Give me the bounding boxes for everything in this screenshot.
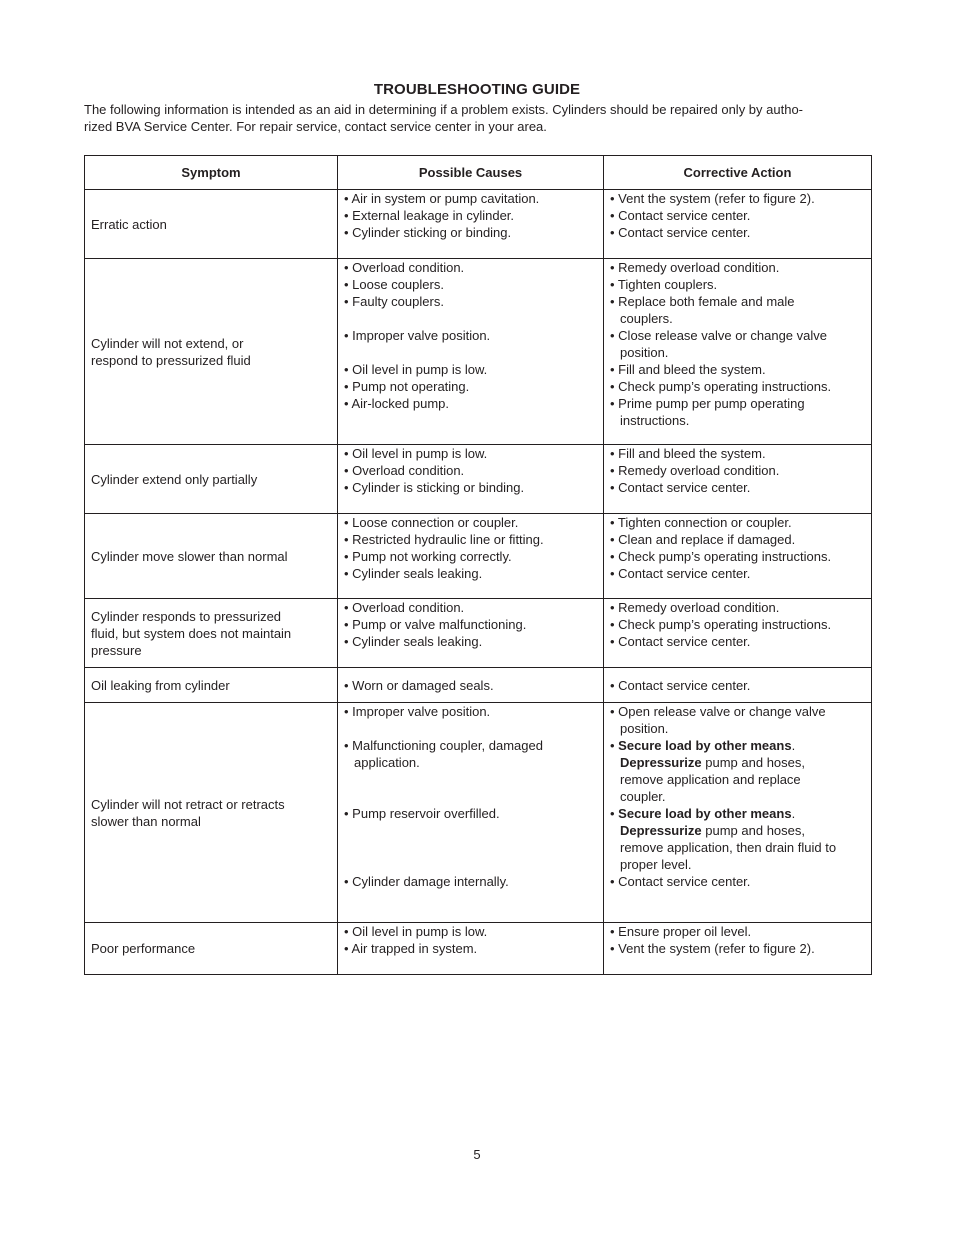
symptom-text: Cylinder move slower than normal	[91, 548, 288, 564]
symptom-text: Cylinder will not retract or retracts	[91, 796, 285, 812]
symptom-cell	[85, 445, 338, 514]
cause-item: • External leakage in cylinder.	[344, 208, 515, 223]
cause-item-continued: application.	[354, 755, 420, 770]
symptom-cell	[85, 599, 338, 668]
cause-item: • Worn or damaged seals.	[344, 677, 494, 693]
actions-cell	[604, 259, 872, 445]
action-item: • Contact service center.	[610, 208, 751, 223]
causes-cell	[338, 445, 604, 514]
causes-cell	[338, 923, 604, 975]
cause-item: • Faulty couplers.	[344, 294, 444, 309]
actions-cell	[604, 668, 872, 703]
action-item-continued: Depressurize pump and hoses,	[620, 755, 806, 770]
warning-text: Secure load by other means	[618, 738, 792, 753]
action-item: • Open release valve or change valve	[610, 704, 826, 719]
symptom-text: Cylinder responds to pressurized	[91, 608, 282, 624]
action-item: • Clean and replace if damaged.	[610, 532, 796, 547]
cause-item: • Overload condition.	[344, 600, 465, 615]
table-row	[85, 514, 872, 599]
symptom-text: Cylinder will not extend, or	[91, 335, 244, 351]
intro-paragraph	[84, 101, 874, 135]
symptom-text: pressure	[91, 642, 142, 658]
action-item: • Contact service center.	[610, 480, 751, 495]
action-item-continued: instructions.	[620, 413, 690, 428]
action-item: • Vent the system (refer to figure 2).	[610, 191, 815, 206]
action-item-continued: couplers.	[620, 311, 673, 326]
header-corrective-action: Corrective Action	[604, 156, 872, 190]
action-item: • Replace both female and male	[610, 294, 795, 309]
action-item: • Tighten connection or coupler.	[610, 515, 792, 530]
symptom-cell	[85, 190, 338, 259]
table-row	[85, 923, 872, 975]
action-item-continued: Depressurize pump and hoses,	[620, 823, 806, 838]
cause-item: • Pump not working correctly.	[344, 549, 512, 564]
action-item: • Check pump’s operating instructions.	[610, 617, 832, 632]
table-header-row	[85, 156, 872, 190]
warning-text: Secure load by other means	[618, 806, 792, 821]
table-row	[85, 599, 872, 668]
symptom-text: slower than normal	[91, 813, 201, 829]
cause-item: • Oil level in pump is low.	[344, 924, 488, 939]
cause-item: • Cylinder is sticking or binding.	[344, 480, 525, 495]
cause-item: • Restricted hydraulic line or fitting.	[344, 532, 544, 547]
cause-item: • Oil level in pump is low.	[344, 362, 488, 377]
table-row	[85, 703, 872, 923]
cause-item: • Cylinder seals leaking.	[344, 566, 483, 581]
cause-item: • Cylinder sticking or binding.	[344, 225, 512, 240]
cause-item: • Cylinder damage internally.	[344, 874, 509, 889]
causes-cell	[338, 703, 604, 923]
symptom-text: Oil leaking from cylinder	[91, 677, 230, 693]
warning-text: Depressurize	[620, 755, 702, 770]
action-item: • Fill and bleed the system.	[610, 362, 766, 377]
action-item: • Check pump’s operating instructions.	[610, 549, 832, 564]
warning-text: Depressurize	[620, 823, 702, 838]
intro-line: The following information is intended as an aid in determining if a problem exists. Cylinders should be repaired only by autho-	[84, 102, 804, 117]
action-item: • Contact service center.	[610, 225, 751, 240]
cause-item: • Oil level in pump is low.	[344, 446, 488, 461]
action-item-continued: position.	[620, 721, 669, 736]
action-item: • Remedy overload condition.	[610, 600, 780, 615]
actions-cell	[604, 703, 872, 923]
symptom-cell	[85, 514, 338, 599]
action-item-continued: coupler.	[620, 789, 666, 804]
table-row	[85, 190, 872, 259]
cause-item: • Loose couplers.	[344, 277, 444, 292]
action-item-continued: proper level.	[620, 857, 692, 872]
action-item: • Contact service center.	[610, 634, 751, 649]
causes-cell	[338, 190, 604, 259]
page-title: TROUBLESHOOTING GUIDE	[373, 81, 581, 98]
cause-item: • Cylinder seals leaking.	[344, 634, 483, 649]
cause-item: • Air in system or pump cavitation.	[344, 191, 540, 206]
page-number: 5	[473, 1147, 481, 1162]
action-item: • Vent the system (refer to figure 2).	[610, 941, 815, 956]
symptom-text: fluid, but system does not maintain	[91, 625, 292, 641]
action-item: • Remedy overload condition.	[610, 463, 780, 478]
cause-item: • Overload condition.	[344, 260, 465, 275]
table-row	[85, 668, 872, 703]
actions-cell	[604, 923, 872, 975]
action-item: • Secure load by other means.	[610, 806, 796, 821]
actions-cell	[604, 599, 872, 668]
causes-cell	[338, 514, 604, 599]
cause-item: • Pump or valve malfunctioning.	[344, 617, 527, 632]
cause-item: • Improper valve position.	[344, 328, 491, 343]
cause-item: • Overload condition.	[344, 463, 465, 478]
symptom-text: Poor performance	[91, 941, 196, 956]
action-item: • Close release valve or change valve	[610, 328, 828, 343]
symptom-text: respond to pressurized fluid	[91, 352, 251, 368]
action-item: • Secure load by other means.	[610, 738, 796, 753]
action-item: • Contact service center.	[610, 677, 751, 693]
intro-line: rized BVA Service Center. For repair service, contact service center in your area.	[84, 119, 547, 134]
actions-cell	[604, 190, 872, 259]
symptom-cell	[85, 923, 338, 975]
action-item-continued: remove application and replace	[620, 772, 801, 787]
action-item: • Fill and bleed the system.	[610, 446, 766, 461]
cause-item: • Loose connection or coupler.	[344, 515, 519, 530]
cause-item: • Improper valve position.	[344, 704, 491, 719]
cause-item: • Pump reservoir overfilled.	[344, 806, 500, 821]
causes-cell	[338, 599, 604, 668]
action-item-continued: position.	[620, 345, 669, 360]
cause-item: • Air trapped in system.	[344, 941, 478, 956]
action-item: • Prime pump per pump operating	[610, 396, 805, 411]
action-item: • Remedy overload condition.	[610, 260, 780, 275]
symptom-cell	[85, 703, 338, 923]
symptom-cell	[85, 668, 338, 703]
cause-item: • Malfunctioning coupler, damaged	[344, 738, 543, 753]
cause-item: • Pump not operating.	[344, 379, 470, 394]
causes-cell	[338, 259, 604, 445]
symptom-text: Cylinder extend only partially	[91, 471, 258, 487]
actions-cell	[604, 514, 872, 599]
header-symptom: Symptom	[85, 156, 338, 190]
table-row	[85, 445, 872, 514]
symptom-cell	[85, 259, 338, 445]
causes-cell	[338, 668, 604, 703]
actions-cell	[604, 445, 872, 514]
action-item: • Contact service center.	[610, 874, 751, 889]
cause-item: • Air-locked pump.	[344, 396, 449, 411]
action-item-continued: remove application, then drain fluid to	[620, 840, 837, 855]
table-row	[85, 259, 872, 445]
symptom-text: Erratic action	[91, 216, 167, 232]
troubleshooting-table	[84, 155, 872, 975]
action-item: • Contact service center.	[610, 566, 751, 581]
action-item: • Tighten couplers.	[610, 277, 718, 292]
action-item: • Ensure proper oil level.	[610, 924, 752, 939]
action-item: • Check pump’s operating instructions.	[610, 379, 832, 394]
header-possible-causes: Possible Causes	[338, 156, 604, 190]
